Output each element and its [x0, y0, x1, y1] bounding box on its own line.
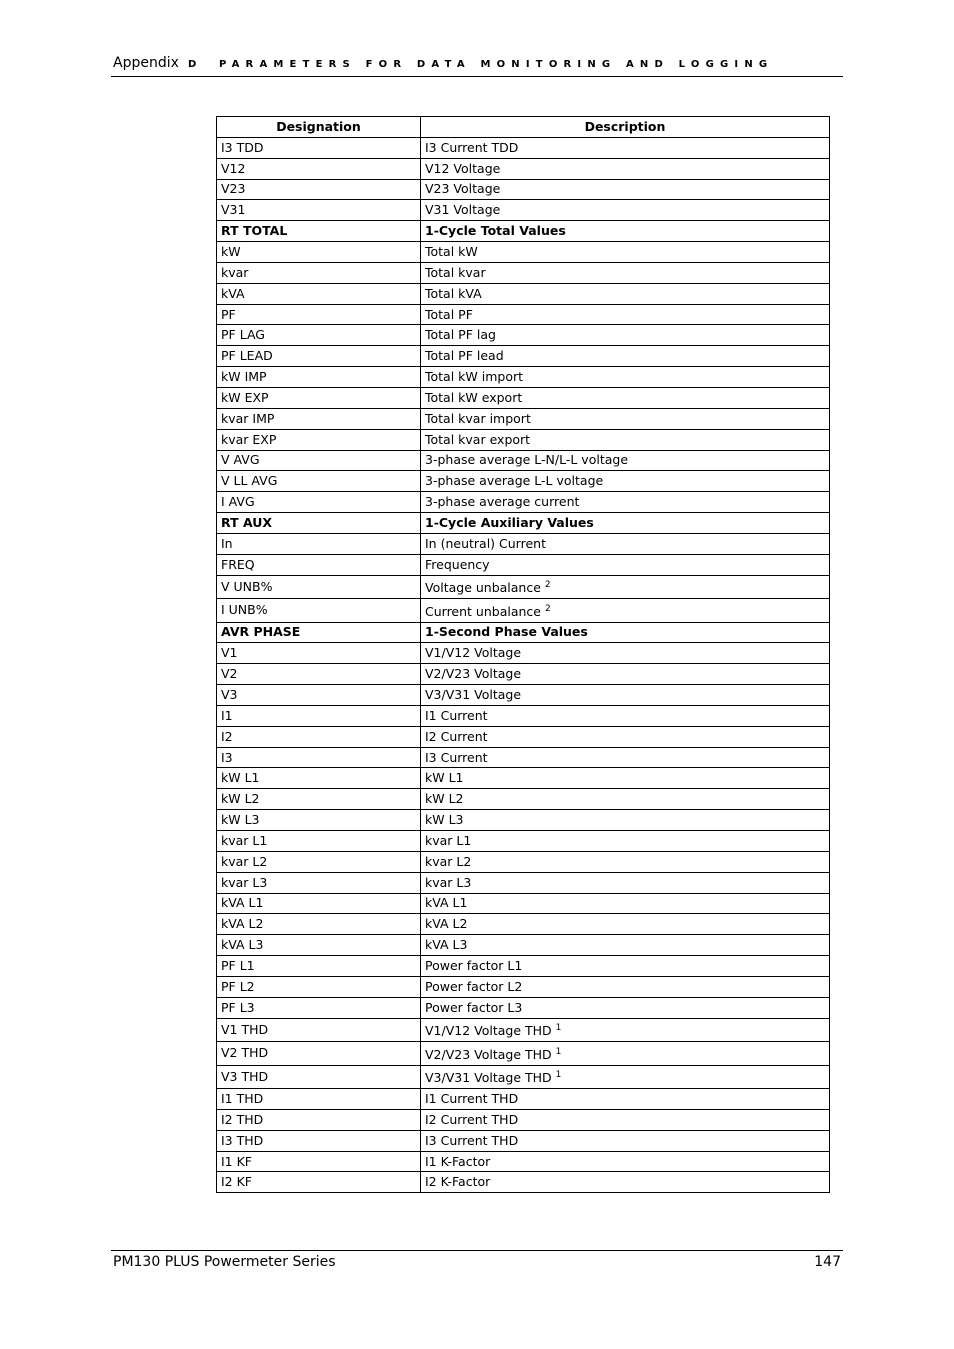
- table-row: [217, 242, 830, 263]
- description-text: V23 Voltage: [425, 181, 501, 197]
- table-row: [217, 726, 830, 747]
- table-row: [217, 664, 830, 685]
- description-text: I2 Current: [425, 728, 488, 744]
- designation-cell: V2: [217, 664, 421, 685]
- table-row: [217, 768, 830, 789]
- appendix-letter: D: [188, 59, 197, 70]
- description-text: 1-Cycle Auxiliary Values: [425, 514, 594, 530]
- designation-cell: kW L2: [217, 789, 421, 810]
- designation-cell: V12: [217, 158, 421, 179]
- designation-cell: I UNB%: [217, 599, 421, 623]
- description-text: Total PF: [425, 306, 473, 322]
- description-cell: [421, 935, 830, 956]
- description-cell: [421, 346, 830, 367]
- description-cell: [421, 851, 830, 872]
- description-text: Power factor L1: [425, 957, 523, 973]
- designation-cell: kW L3: [217, 810, 421, 831]
- table-row: [217, 851, 830, 872]
- table-row: [217, 872, 830, 893]
- table-row: [217, 1151, 830, 1172]
- description-text: kW L3: [425, 812, 464, 828]
- description-cell: [421, 893, 830, 914]
- description-cell: [421, 643, 830, 664]
- designation-cell: V1: [217, 643, 421, 664]
- description-text: V2/V23 Voltage THD: [425, 1046, 552, 1062]
- designation-cell: RT TOTAL: [217, 221, 421, 242]
- designation-cell: kvar IMP: [217, 408, 421, 429]
- designation-cell: kvar L1: [217, 831, 421, 852]
- table-row: [217, 914, 830, 935]
- table-row: [217, 1130, 830, 1151]
- designation-cell: kvar L2: [217, 851, 421, 872]
- description-text: I3 Current THD: [425, 1132, 519, 1148]
- designation-cell: I3 THD: [217, 1130, 421, 1151]
- description-text: 3-phase average L-L voltage: [425, 473, 604, 489]
- table-row: [217, 1089, 830, 1110]
- designation-cell: V LL AVG: [217, 471, 421, 492]
- footnote-ref: 1: [555, 1023, 562, 1034]
- table-row: [217, 976, 830, 997]
- designation-cell: V2 THD: [217, 1042, 421, 1066]
- description-cell: [421, 872, 830, 893]
- description-text: V12 Voltage: [425, 160, 501, 176]
- description-cell: [421, 408, 830, 429]
- designation-cell: PF LAG: [217, 325, 421, 346]
- description-text: V31 Voltage: [425, 202, 501, 218]
- description-cell: [421, 831, 830, 852]
- description-text: I3 Current TDD: [425, 139, 519, 155]
- description-cell: [421, 664, 830, 685]
- designation-cell: kVA: [217, 283, 421, 304]
- designation-cell: I1 THD: [217, 1089, 421, 1110]
- description-cell: [421, 179, 830, 200]
- description-text: Total kvar: [425, 264, 486, 280]
- table-row: [217, 283, 830, 304]
- designation-cell: V1 THD: [217, 1018, 421, 1042]
- designation-cell: V31: [217, 200, 421, 221]
- description-cell: [421, 200, 830, 221]
- designation-cell: kW IMP: [217, 367, 421, 388]
- description-cell: [421, 304, 830, 325]
- description-cell: [421, 1065, 830, 1089]
- description-cell: [421, 768, 830, 789]
- table-row: [217, 789, 830, 810]
- table-row: [217, 893, 830, 914]
- table-row: [217, 997, 830, 1018]
- description-text: V2/V23 Voltage: [425, 666, 522, 682]
- description-text: I2 Current THD: [425, 1111, 519, 1127]
- description-text: Current unbalance: [425, 603, 541, 619]
- description-cell: [421, 976, 830, 997]
- description-cell: [421, 533, 830, 554]
- description-text: Power factor L2: [425, 978, 523, 994]
- description-text: 3-phase average L-N/L-L voltage: [425, 452, 629, 468]
- description-text: kvar L3: [425, 874, 472, 890]
- designation-cell: PF: [217, 304, 421, 325]
- section-title: PARAMETERS FOR DATA MONITORING AND LOGGING: [219, 59, 774, 70]
- page-footer: [111, 1250, 843, 1270]
- description-text: I2 K-Factor: [425, 1174, 491, 1190]
- description-cell: [421, 789, 830, 810]
- footnote-ref: 2: [544, 603, 551, 614]
- table-row: [217, 956, 830, 977]
- description-cell: [421, 622, 830, 643]
- table-row: [217, 599, 830, 623]
- designation-cell: kvar: [217, 262, 421, 283]
- description-cell: [421, 1109, 830, 1130]
- table-row: [217, 705, 830, 726]
- description-cell: [421, 956, 830, 977]
- page-header: [111, 54, 843, 77]
- table-row: [217, 1018, 830, 1042]
- description-text: Total kW import: [425, 369, 524, 385]
- table-row: [217, 262, 830, 283]
- designation-cell: V3: [217, 685, 421, 706]
- description-cell: [421, 492, 830, 513]
- designation-cell: PF LEAD: [217, 346, 421, 367]
- description-cell: [421, 810, 830, 831]
- designation-cell: I AVG: [217, 492, 421, 513]
- description-cell: [421, 262, 830, 283]
- column-header-designation: Designation: [217, 117, 421, 138]
- description-cell: [421, 1172, 830, 1193]
- description-text: 3-phase average current: [425, 494, 580, 510]
- description-cell: [421, 450, 830, 471]
- table-row: [217, 643, 830, 664]
- description-text: 1-Cycle Total Values: [425, 223, 566, 239]
- table-row: [217, 429, 830, 450]
- description-text: Total kW export: [425, 389, 523, 405]
- description-text: I1 K-Factor: [425, 1153, 491, 1169]
- designation-cell: AVR PHASE: [217, 622, 421, 643]
- table-row: [217, 575, 830, 599]
- description-text: I1 Current: [425, 707, 488, 723]
- designation-cell: V23: [217, 179, 421, 200]
- description-text: Total kvar export: [425, 431, 531, 447]
- designation-cell: PF L1: [217, 956, 421, 977]
- designation-cell: I3 TDD: [217, 137, 421, 158]
- table-row: [217, 1065, 830, 1089]
- description-text: Power factor L3: [425, 999, 523, 1015]
- table-row: [217, 554, 830, 575]
- designation-cell: FREQ: [217, 554, 421, 575]
- designation-cell: V3 THD: [217, 1065, 421, 1089]
- designation-cell: I1 KF: [217, 1151, 421, 1172]
- description-text: kW L1: [425, 770, 464, 786]
- description-cell: [421, 387, 830, 408]
- table-row: [217, 158, 830, 179]
- table-row: [217, 304, 830, 325]
- description-cell: [421, 471, 830, 492]
- description-text: kVA L2: [425, 916, 468, 932]
- description-cell: [421, 705, 830, 726]
- description-cell: [421, 513, 830, 534]
- table-row: [217, 935, 830, 956]
- description-text: I1 Current THD: [425, 1091, 519, 1107]
- table-section-row: [217, 513, 830, 534]
- designation-cell: I2 THD: [217, 1109, 421, 1130]
- description-text: Total kvar import: [425, 410, 531, 426]
- table-row: [217, 137, 830, 158]
- designation-cell: kW L1: [217, 768, 421, 789]
- designation-cell: I1: [217, 705, 421, 726]
- designation-cell: I2: [217, 726, 421, 747]
- designation-cell: V UNB%: [217, 575, 421, 599]
- description-cell: [421, 429, 830, 450]
- description-cell: [421, 283, 830, 304]
- table-row: [217, 408, 830, 429]
- description-cell: [421, 1130, 830, 1151]
- description-cell: [421, 1042, 830, 1066]
- table-body: [217, 137, 830, 1192]
- description-cell: [421, 325, 830, 346]
- designation-cell: I2 KF: [217, 1172, 421, 1193]
- description-cell: [421, 575, 830, 599]
- table-row: [217, 1042, 830, 1066]
- table-row: [217, 325, 830, 346]
- table-row: [217, 179, 830, 200]
- designation-cell: RT AUX: [217, 513, 421, 534]
- description-text: V1/V12 Voltage: [425, 645, 522, 661]
- table-row: [217, 387, 830, 408]
- description-cell: [421, 1018, 830, 1042]
- table-row: [217, 533, 830, 554]
- footnote-ref: 1: [555, 1046, 562, 1057]
- description-text: Total PF lag: [425, 327, 496, 343]
- table-header-row: [217, 117, 830, 138]
- description-cell: [421, 137, 830, 158]
- designation-cell: kvar EXP: [217, 429, 421, 450]
- table-row: [217, 810, 830, 831]
- designation-cell: kVA L1: [217, 893, 421, 914]
- description-cell: [421, 726, 830, 747]
- description-cell: [421, 158, 830, 179]
- designation-cell: PF L3: [217, 997, 421, 1018]
- description-cell: [421, 1151, 830, 1172]
- description-cell: [421, 685, 830, 706]
- table-row: [217, 492, 830, 513]
- description-cell: [421, 914, 830, 935]
- description-cell: [421, 997, 830, 1018]
- description-text: 1-Second Phase Values: [425, 624, 588, 640]
- description-text: V3/V31 Voltage: [425, 687, 522, 703]
- description-cell: [421, 747, 830, 768]
- description-text: kVA L3: [425, 937, 468, 953]
- designation-cell: I3: [217, 747, 421, 768]
- description-text: V3/V31 Voltage THD: [425, 1070, 552, 1086]
- description-text: kvar L2: [425, 853, 472, 869]
- table-row: [217, 1109, 830, 1130]
- description-text: V1/V12 Voltage THD: [425, 1023, 552, 1039]
- footnote-ref: 1: [555, 1070, 562, 1081]
- table-section-row: [217, 221, 830, 242]
- parameters-table: [216, 116, 830, 1193]
- designation-cell: kW: [217, 242, 421, 263]
- description-cell: [421, 599, 830, 623]
- table-row: [217, 200, 830, 221]
- description-text: In (neutral) Current: [425, 535, 546, 551]
- description-text: Total kW: [425, 243, 478, 259]
- table-row: [217, 471, 830, 492]
- description-text: Total PF lead: [425, 348, 504, 364]
- description-cell: [421, 1089, 830, 1110]
- description-text: Frequency: [425, 556, 490, 572]
- description-cell: [421, 367, 830, 388]
- description-text: Voltage unbalance: [425, 580, 541, 596]
- description-text: I3 Current: [425, 749, 488, 765]
- description-text: kvar L1: [425, 832, 472, 848]
- table-row: [217, 747, 830, 768]
- designation-cell: PF L2: [217, 976, 421, 997]
- description-cell: [421, 221, 830, 242]
- designation-cell: In: [217, 533, 421, 554]
- designation-cell: kvar L3: [217, 872, 421, 893]
- table-row: [217, 450, 830, 471]
- designation-cell: V AVG: [217, 450, 421, 471]
- description-text: Total kVA: [425, 285, 482, 301]
- table-row: [217, 685, 830, 706]
- description-text: kW L2: [425, 791, 464, 807]
- product-name: PM130 PLUS Powermeter Series: [113, 1254, 336, 1270]
- table-row: [217, 367, 830, 388]
- table-section-row: [217, 622, 830, 643]
- column-header-description: Description: [421, 117, 830, 138]
- designation-cell: kVA L2: [217, 914, 421, 935]
- page-number: 147: [814, 1254, 841, 1270]
- description-text: kVA L1: [425, 895, 468, 911]
- appendix-label: Appendix: [113, 55, 179, 71]
- table-row: [217, 831, 830, 852]
- description-cell: [421, 554, 830, 575]
- footnote-ref: 2: [544, 580, 551, 591]
- designation-cell: kW EXP: [217, 387, 421, 408]
- table-row: [217, 346, 830, 367]
- description-cell: [421, 242, 830, 263]
- table-row: [217, 1172, 830, 1193]
- designation-cell: kVA L3: [217, 935, 421, 956]
